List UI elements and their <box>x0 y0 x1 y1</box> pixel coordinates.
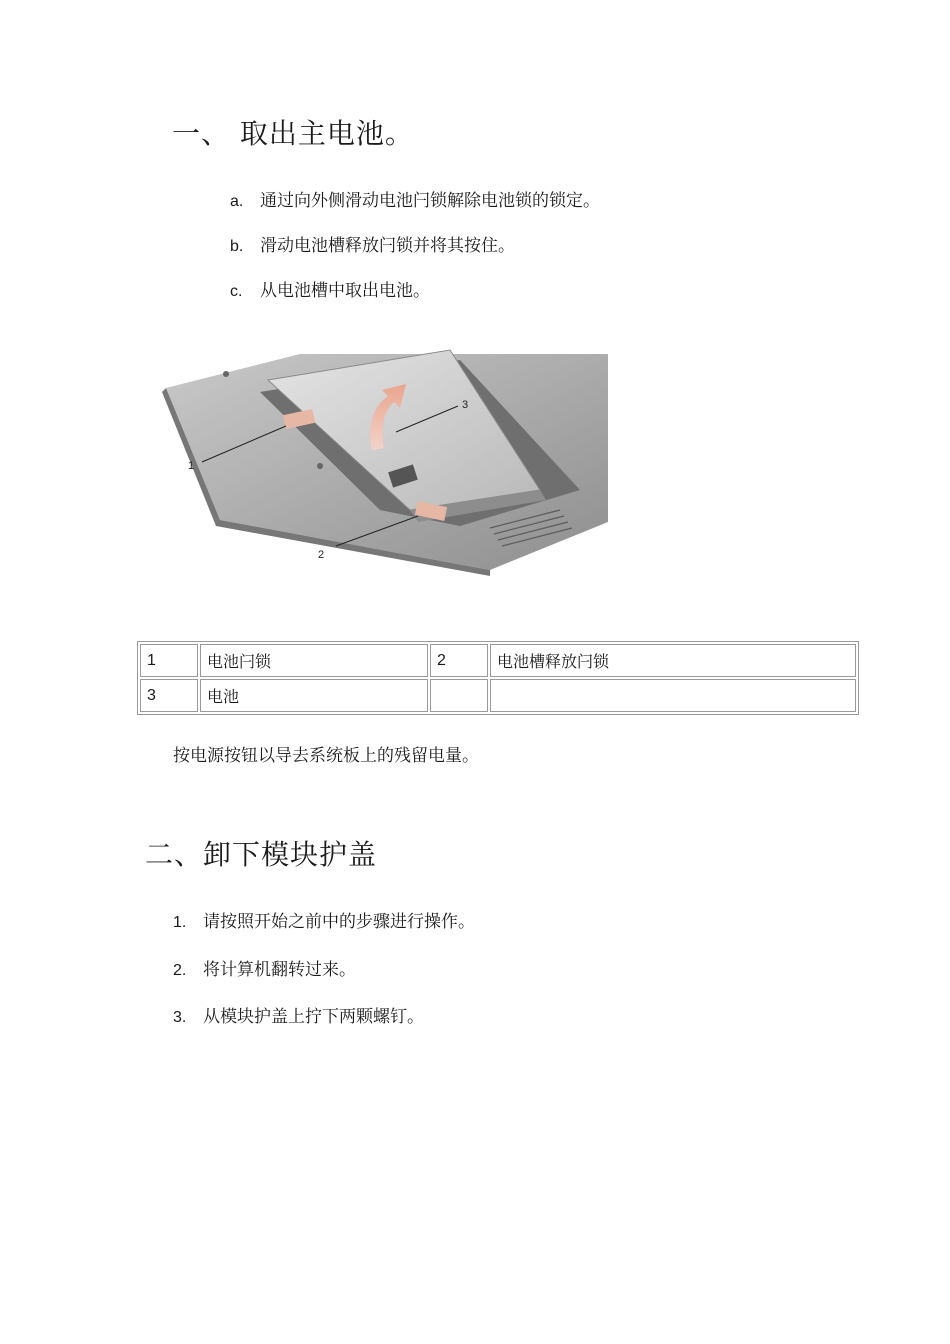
list-marker: a. <box>230 193 244 210</box>
table-row <box>140 679 856 712</box>
section1-heading: 一、 取出主电池。 <box>172 117 414 150</box>
list-item-text: 请按照开始之前中的步骤进行操作。 <box>203 912 475 932</box>
list-marker: c. <box>230 283 243 300</box>
list-marker: 2. <box>173 962 187 979</box>
legend-description: 电池槽释放闩锁 <box>490 644 856 677</box>
note-text: 按电源按钮以导去系统板上的残留电量。 <box>173 746 479 766</box>
list-item <box>230 186 600 211</box>
table-row <box>140 644 856 677</box>
legend-description: 电池 <box>200 679 428 712</box>
callout-label-2: 2 <box>318 549 325 561</box>
list-item <box>173 907 475 932</box>
list-item <box>230 231 515 256</box>
list-item-text: 滑动电池槽释放闩锁并将其按住。 <box>260 236 515 256</box>
legend-number <box>430 679 488 712</box>
callout-label-1: 1 <box>188 460 195 472</box>
list-marker: b. <box>230 238 244 255</box>
list-item-text: 从电池槽中取出电池。 <box>260 281 430 301</box>
section2-heading: 二、卸下模块护盖 <box>145 838 378 871</box>
callout-label-3: 3 <box>462 399 469 411</box>
figure-legend-table <box>137 641 859 715</box>
list-marker: 1. <box>173 914 187 931</box>
list-item <box>173 1002 424 1027</box>
list-item-text: 将计算机翻转过来。 <box>203 960 356 980</box>
legend-number: 2 <box>430 644 488 677</box>
list-item <box>230 276 430 301</box>
screw-icon <box>223 371 229 377</box>
legend-description: 电池闩锁 <box>200 644 428 677</box>
list-item-text: 从模块护盖上拧下两颗螺钉。 <box>203 1007 424 1027</box>
list-item-text: 通过向外侧滑动电池闩锁解除电池锁的锁定。 <box>260 191 600 211</box>
battery-removal-illustration <box>160 340 608 576</box>
legend-number: 1 <box>140 644 198 677</box>
legend-description <box>490 679 856 712</box>
legend-number: 3 <box>140 679 198 712</box>
list-marker: 3. <box>173 1009 187 1026</box>
list-item <box>173 955 356 980</box>
screw-icon <box>317 463 323 469</box>
